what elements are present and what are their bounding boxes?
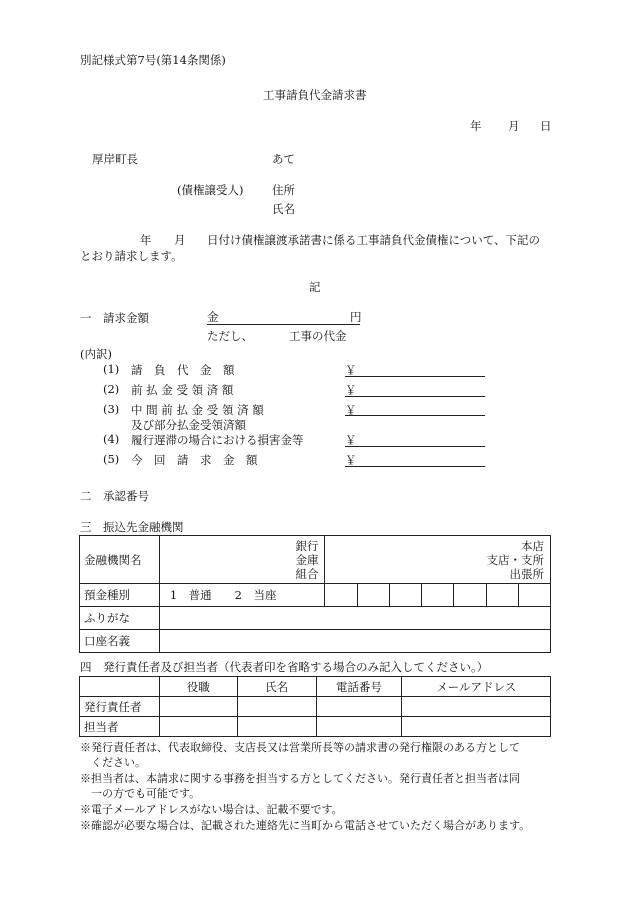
item1-underline xyxy=(345,376,485,377)
note-1: ※発行責任者は、代表取締役、支店長又は営業所長等の請求書の発行権限のある方として xyxy=(80,741,520,754)
account-type-options: 1 普通 2 当座 xyxy=(169,588,277,602)
document-title: 工事請負代金請求書 xyxy=(263,88,367,102)
branch-cell[interactable] xyxy=(325,536,551,584)
issuer-email-cell[interactable] xyxy=(402,697,551,717)
holder-label: 口座名義 xyxy=(84,634,130,648)
row-issuer-label: 発行責任者 xyxy=(80,697,160,717)
item3-label: 中 間 前 払 金 受 領 済 額 xyxy=(131,403,264,417)
breakdown-label: (内訳) xyxy=(80,347,112,361)
item5-underline xyxy=(345,466,485,467)
body-year: 年 xyxy=(140,233,152,247)
holder-label-cell xyxy=(80,630,160,653)
body-line2: とおり請求します。 xyxy=(80,249,183,263)
section2-label: 二 承認番号 xyxy=(80,489,149,503)
issuer-position-cell[interactable] xyxy=(159,697,237,717)
furigana-cell[interactable] xyxy=(159,607,550,630)
branch-type-honten: 本店 xyxy=(521,538,544,553)
note-2-cont: 一の方でも可能です。 xyxy=(80,787,201,800)
body-month: 月 xyxy=(174,233,186,247)
date-day-label: 日 xyxy=(540,119,552,133)
item1-num: (1) xyxy=(103,362,120,376)
note-3: ※電子メールアドレスがない場合は、記載不要です。 xyxy=(80,803,343,816)
account-digit-6[interactable] xyxy=(487,584,519,607)
item3-yen: ￥ xyxy=(345,403,357,417)
inst-label-cell xyxy=(80,536,160,584)
item5-num: (5) xyxy=(103,452,120,466)
furigana-label: ふりがな xyxy=(84,611,130,625)
item3-underline xyxy=(345,415,485,416)
form-number: 別記様式第7号(第14条関係) xyxy=(80,53,226,67)
addressee-suffix: あて xyxy=(272,152,295,166)
account-digit-4[interactable] xyxy=(422,584,454,607)
issuer-phone-cell[interactable] xyxy=(316,697,402,717)
account-type-label-cell xyxy=(80,584,160,607)
account-type-cell[interactable] xyxy=(159,584,325,607)
contact-header-blank xyxy=(80,677,160,697)
inst-type-kinko: 金庫 xyxy=(295,552,319,567)
staff-position-cell[interactable] xyxy=(159,717,237,737)
header-position: 役職 xyxy=(159,677,237,697)
item5-yen: ￥ xyxy=(345,453,357,467)
item1-label: 請 負 代 金 額 xyxy=(131,363,235,377)
furigana-label-cell xyxy=(80,607,160,630)
header-email: メールアドレス xyxy=(402,677,551,697)
body-line1: 日付け債権譲渡承諾書に係る工事請負代金債権について、下記の xyxy=(207,233,541,247)
item4-underline xyxy=(345,446,485,447)
note-4: ※確認が必要な場合は、記載された連絡先に当町から電話させていただく場合があります。 xyxy=(80,819,531,832)
item2-num: (2) xyxy=(103,382,120,396)
row-staff-label: 担当者 xyxy=(80,717,160,737)
item2-yen: ￥ xyxy=(345,383,357,397)
item4-yen: ￥ xyxy=(345,433,357,447)
header-name: 氏名 xyxy=(237,677,316,697)
date-year-label: 年 xyxy=(470,119,482,133)
ki-label: 記 xyxy=(309,280,321,294)
staff-email-cell[interactable] xyxy=(402,717,551,737)
addressee-name: 厚岸町長 xyxy=(92,152,138,166)
header-phone: 電話番号 xyxy=(316,677,402,697)
item2-underline xyxy=(345,396,485,397)
amount-en: 円 xyxy=(350,310,362,324)
item3-label2: 及び部分払金受領済額 xyxy=(131,418,246,432)
amount-kin: 金 xyxy=(207,310,219,324)
contact-table xyxy=(79,676,551,737)
branch-type-shiten: 支店・支所 xyxy=(486,552,544,567)
item5-label: 今 回 請 求 金 額 xyxy=(131,453,258,467)
account-digit-1[interactable] xyxy=(325,584,358,607)
account-digit-3[interactable] xyxy=(390,584,422,607)
item4-num: (4) xyxy=(103,432,120,446)
staff-phone-cell[interactable] xyxy=(316,717,402,737)
account-digit-7[interactable] xyxy=(519,584,551,607)
tadashi-label: ただし、 xyxy=(207,329,253,343)
account-digit-2[interactable] xyxy=(358,584,390,607)
account-digit-5[interactable] xyxy=(454,584,487,607)
item1-yen: ￥ xyxy=(345,363,357,377)
inst-name-cell[interactable] xyxy=(159,536,325,584)
item4-label: 履行遅滞の場合における損害金等 xyxy=(131,433,304,447)
issuer-name-cell[interactable] xyxy=(237,697,316,717)
date-month-label: 月 xyxy=(508,119,520,133)
inst-label: 金融機関名 xyxy=(84,552,142,567)
account-type-label: 預金種別 xyxy=(84,588,130,602)
note-2: ※担当者は、本請求に関する事務を担当する方としてください。発行責任者と担当者は同 xyxy=(80,772,520,785)
holder-cell[interactable] xyxy=(159,630,550,653)
item3-num: (3) xyxy=(103,402,120,416)
section4-label: 四 発行責任者及び担当者（代表者印を省略する場合のみ記入してください。） xyxy=(80,660,489,674)
staff-name-cell[interactable] xyxy=(237,717,316,737)
kouji-label: 工事の代金 xyxy=(289,329,347,343)
sender-name-label: 氏名 xyxy=(272,202,295,216)
sender-role: (債権譲受人) xyxy=(177,183,244,197)
amount-underline xyxy=(207,324,360,325)
inst-type-bank: 銀行 xyxy=(295,538,319,553)
item2-label: 前 払 金 受 領 済 額 xyxy=(131,383,234,397)
section3-label: 三 振込先金融機関 xyxy=(80,520,184,534)
note-1-cont: ください。 xyxy=(80,756,146,769)
inst-type-kumiai: 組合 xyxy=(295,566,319,581)
branch-type-shucchojo: 出張所 xyxy=(509,566,544,581)
sender-address-label: 住所 xyxy=(272,183,295,197)
bank-table xyxy=(79,535,551,653)
section1-label: 一 請求金額 xyxy=(80,311,149,325)
